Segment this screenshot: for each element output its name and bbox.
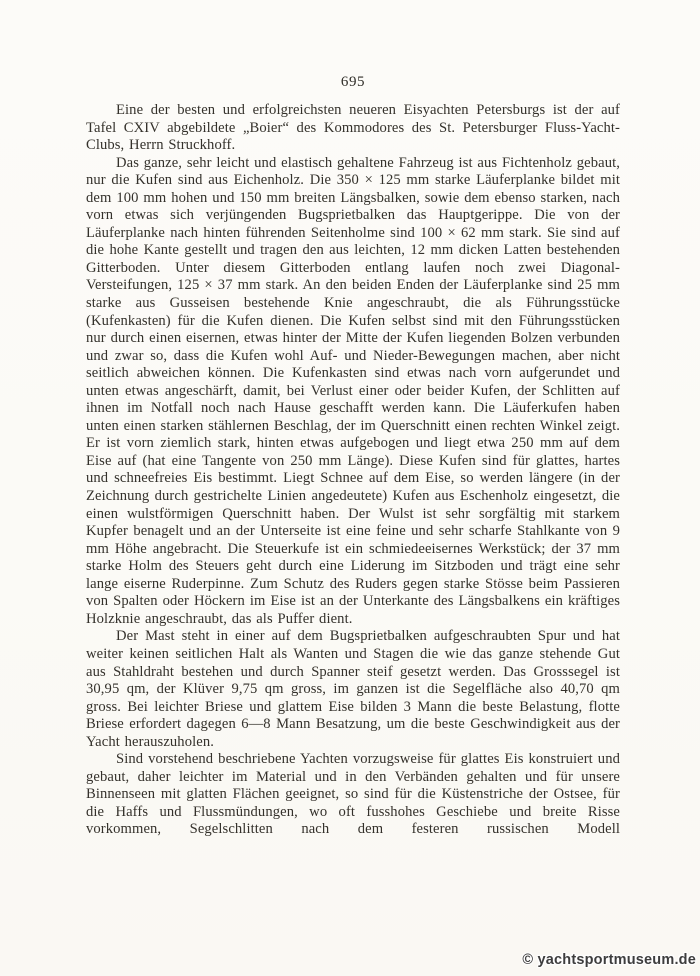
paragraph-mast-sails: Der Mast steht in einer auf dem Bugsprietbalken aufgeschraubten Spur und hat weiter keinen seitlichen Halt als Wanten und Stagen die wie das ganze stehende Gut aus Stahldraht bestehen und durch Spanner steif gesetzt werden. Das Grosssegel ist 30,95 qm, der Klüver 9,75 qm gross, im ganzen ist die Segelfläche also 40,70 qm gross. Bei leichter Briese und glattem Eise bilden 3 Mann die beste Belastung, flotte Briese erfordert dagegen 6—8 Mann Besatzung, um die beste Geschwindigkeit aus der Yacht herauszuholen.	[86, 628, 620, 750]
body-text	[86, 102, 620, 839]
paragraph-coastal-yachts: Sind vorstehend beschriebene Yachten vorzugsweise für glattes Eis konstruiert und gebaut, daher leichter im Material und in den Verbänden gehalten und für unsere Binnenseen mit glatten Flächen geeignet, so sind für die Küstenstriche der Ostsee, für die Haffs und Flussmündungen, wo oft fusshohes Geschiebe und breite Risse vorkommen, Segelschlitten nach dem festeren russischen Modell	[86, 751, 620, 838]
page-number: 695	[340, 74, 366, 90]
watermark-copyright: © yachtsportmuseum.de	[522, 952, 696, 968]
paragraph-construction: Das ganze, sehr leicht und elastisch gehaltene Fahrzeug ist aus Fichtenholz gebaut, nur die Kufen sind aus Eichenholz. Die 350 × 125 mm starke Läuferplanke bildet mit dem 100 mm hohen und 150 mm breiten Längsbalken, sowie dem ebenso starken, nach vorn etwas sich verjüngenden Bugsprietbalken das Hauptgerippe. Die von der Läuferplanke nach hinten führenden Seitenholme sind 100 × 62 mm stark. Sie sind auf die hohe Kante gestellt und tragen den aus leichten, 12 mm dicken Latten bestehenden Gitterboden. Unter diesem Gitterboden entlang laufen noch zwei Diagonal-Versteifungen, 125 × 37 mm stark. An den beiden Enden der Läuferplanke sind 25 mm starke aus Gusseisen bestehende Knie angeschraubt, die als Führungsstücke (Kufenkasten) für die Kufen dienen. Die Kufen selbst sind mit den Führungsstücken nur durch einen eisernen, etwas hinter der Mitte der Kufen liegenden Bolzen verbunden und zwar so, dass die Kufen wohl Auf- und Nieder-Bewegungen machen, aber nicht seitlich abweichen können. Die Kufenkasten sind etwas nach vorn aufgerundet und unten etwas angeschärft, damit, bei Verlust einer oder beider Kufen, der Schlitten auf ihnen im Notfall noch nach Hause geschafft werden kann. Die Läuferkufen haben unten einen starken stählernen Beschlag, der im Querschnitt einen rechten Winkel zeigt. Er ist vorn ziemlich stark, hinten etwas aufgebogen und liegt etwa 250 mm auf dem Eise auf (hat eine Tangente von 250 mm Länge). Diese Kufen sind für glattes, hartes und schneefreies Eis bestimmt. Liegt Schnee auf dem Eise, so werden längere (in der Zeichnung durch gestrichelte Linien angedeutete) Kufen aus Eschenholz eingesetzt, die einen wulstförmigen Querschnitt haben. Der Wulst ist sehr sorgfältig mit starkem Kupfer benagelt und an der Unterseite ist eine feine und sehr scharfe Stahlkante von 9 mm Höhe angebracht. Die Steuerkufe ist ein schmiedeeisernes Werkstück; der 37 mm starke Holm des Steuers geht durch eine Liderung im Sitzboden und trägt eine sehr lange eiserne Ruderpinne. Zum Schutz des Ruders gegen starke Stösse beim Passieren von Spalten oder Höckern im Eise ist an der Unterkante des Längsbalkens ein kräftiges Holzknie angeschraubt, das als Puffer dient.	[86, 154, 620, 627]
paragraph-intro-boier: Eine der besten und erfolgreichsten neueren Eisyachten Petersburgs ist der auf Tafel CXIV abgebildete „Boier“ des Kommodores des St. Petersburger Fluss-Yacht-Clubs, Herrn Struckhoff.	[86, 102, 620, 154]
